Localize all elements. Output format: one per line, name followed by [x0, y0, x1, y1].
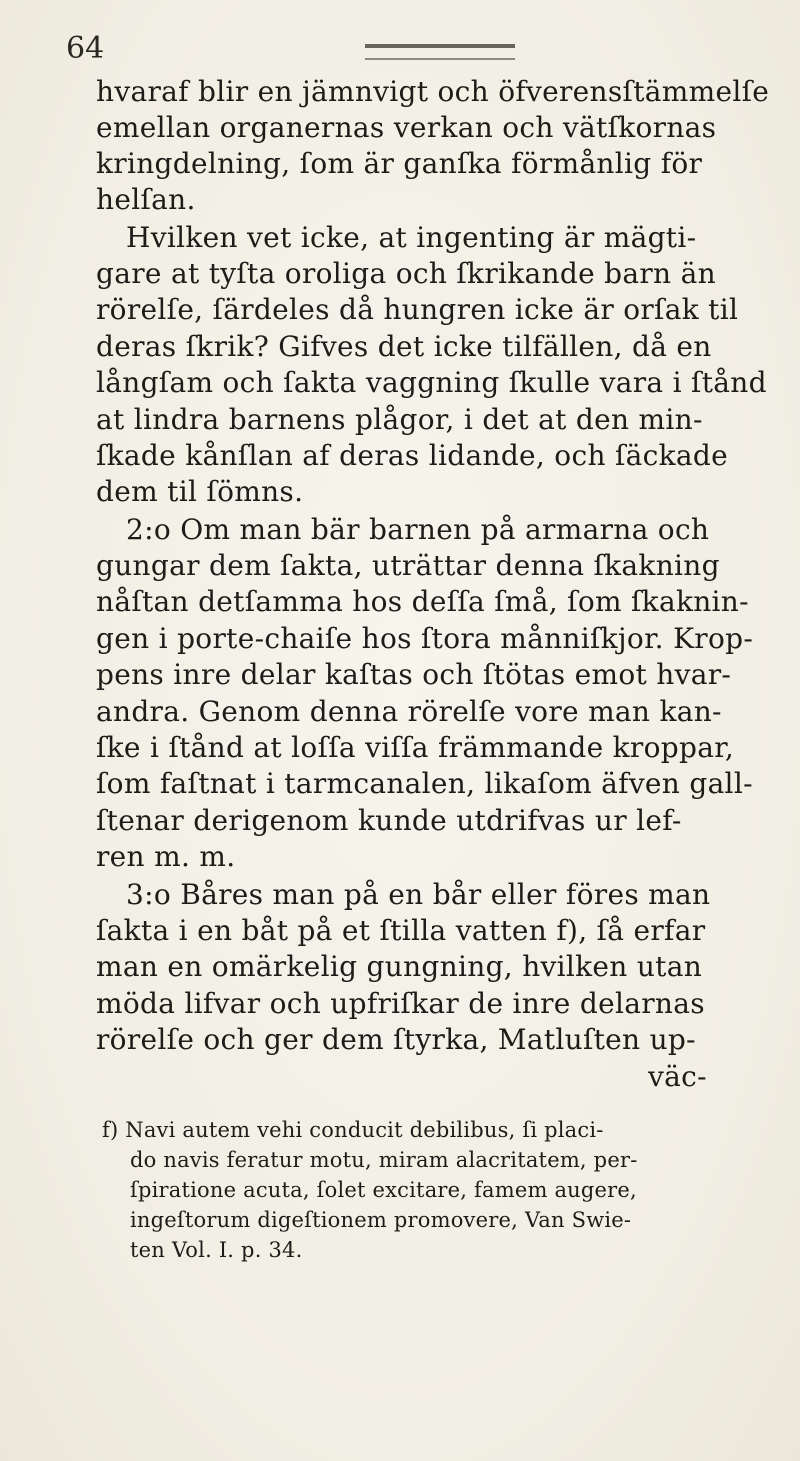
- header-ornament: [365, 44, 515, 60]
- text-line: gungar dem ſakta, uträttar denna ſkakning: [96, 549, 720, 582]
- text-line: ſakta i en båt på et ſtilla vatten f), ſå erfar: [96, 914, 706, 947]
- text-line: 2:o Om man bär barnen på armarna och: [126, 513, 710, 546]
- text-line: ſke i ſtånd at loſſa viſſa främmande kroppar,: [96, 731, 735, 764]
- footnote-line: ſpiratione acuta, ſolet excitare, famem augere,: [130, 1178, 637, 1202]
- text-line: långſam och ſakta vaggning ſkulle vara i ſtånd: [96, 366, 767, 399]
- footnote-line: ingeſtorum digeſtionem promovere, Van Swie-: [130, 1208, 632, 1232]
- text-line: deras ſkrik? Gifves det icke tilfällen, då en: [96, 330, 712, 363]
- footnote-line: f) Navi autem vehi conducit debilibus, ſi placi-: [102, 1118, 604, 1142]
- text-line: möda lifvar och upfriſkar de inre delarnas: [96, 987, 705, 1020]
- text-line: rörelſe, ſärdeles då hungren icke är orſak til: [96, 293, 739, 326]
- footnote-line: do navis feratur motu, miram alacritatem, per-: [130, 1148, 638, 1172]
- text-line: kringdelning, ſom är ganſka förmånlig för: [96, 147, 703, 180]
- text-line: 3:o Båres man på en bår eller föres man: [126, 878, 711, 911]
- text-line: dem til ſömns.: [96, 475, 304, 508]
- text-line: ſkade kånſlan af deras lidande, och ſäckade: [96, 439, 728, 472]
- page-number: 64: [66, 31, 105, 66]
- text-line: rörelſe och ger dem ſtyrka, Matluſten up-: [96, 1023, 696, 1056]
- text-line: pens inre delar kaſtas och ſtötas emot hvar-: [96, 658, 732, 691]
- text-line: gen i porte-chaiſe hos ſtora månniſkjor. Krop-: [96, 622, 754, 655]
- text-line: ſtenar derigenom kunde utdrifvas ur lef-: [96, 804, 682, 837]
- footnote-line: ten Vol. I. p. 34.: [130, 1238, 303, 1262]
- text-line: andra. Genom denna rörelſe vore man kan-: [96, 695, 722, 728]
- text-line: nåſtan detſamma hos deſſa ſmå, ſom ſkaknin-: [96, 585, 749, 618]
- text-line: hvaraf blir en jämnvigt och öfverensſtämmelſe: [96, 75, 770, 108]
- text-line: ren m. m.: [96, 840, 236, 873]
- text-line: emellan organernas verkan och vätſkornas: [96, 111, 717, 144]
- text-line: man en omärkelig gungning, hvilken utan: [96, 950, 703, 983]
- catchword: väc-: [648, 1060, 707, 1093]
- text-line: ſom faſtnat i tarmcanalen, likaſom äfven gall-: [96, 767, 753, 800]
- text-line: helſan.: [96, 183, 196, 216]
- text-line: Hvilken vet icke, at ingenting är mägti-: [126, 221, 697, 254]
- text-line: gare at tyſta oroliga och ſkrikande barn än: [96, 257, 716, 290]
- text-line: at lindra barnens plågor, i det at den min-: [96, 403, 703, 436]
